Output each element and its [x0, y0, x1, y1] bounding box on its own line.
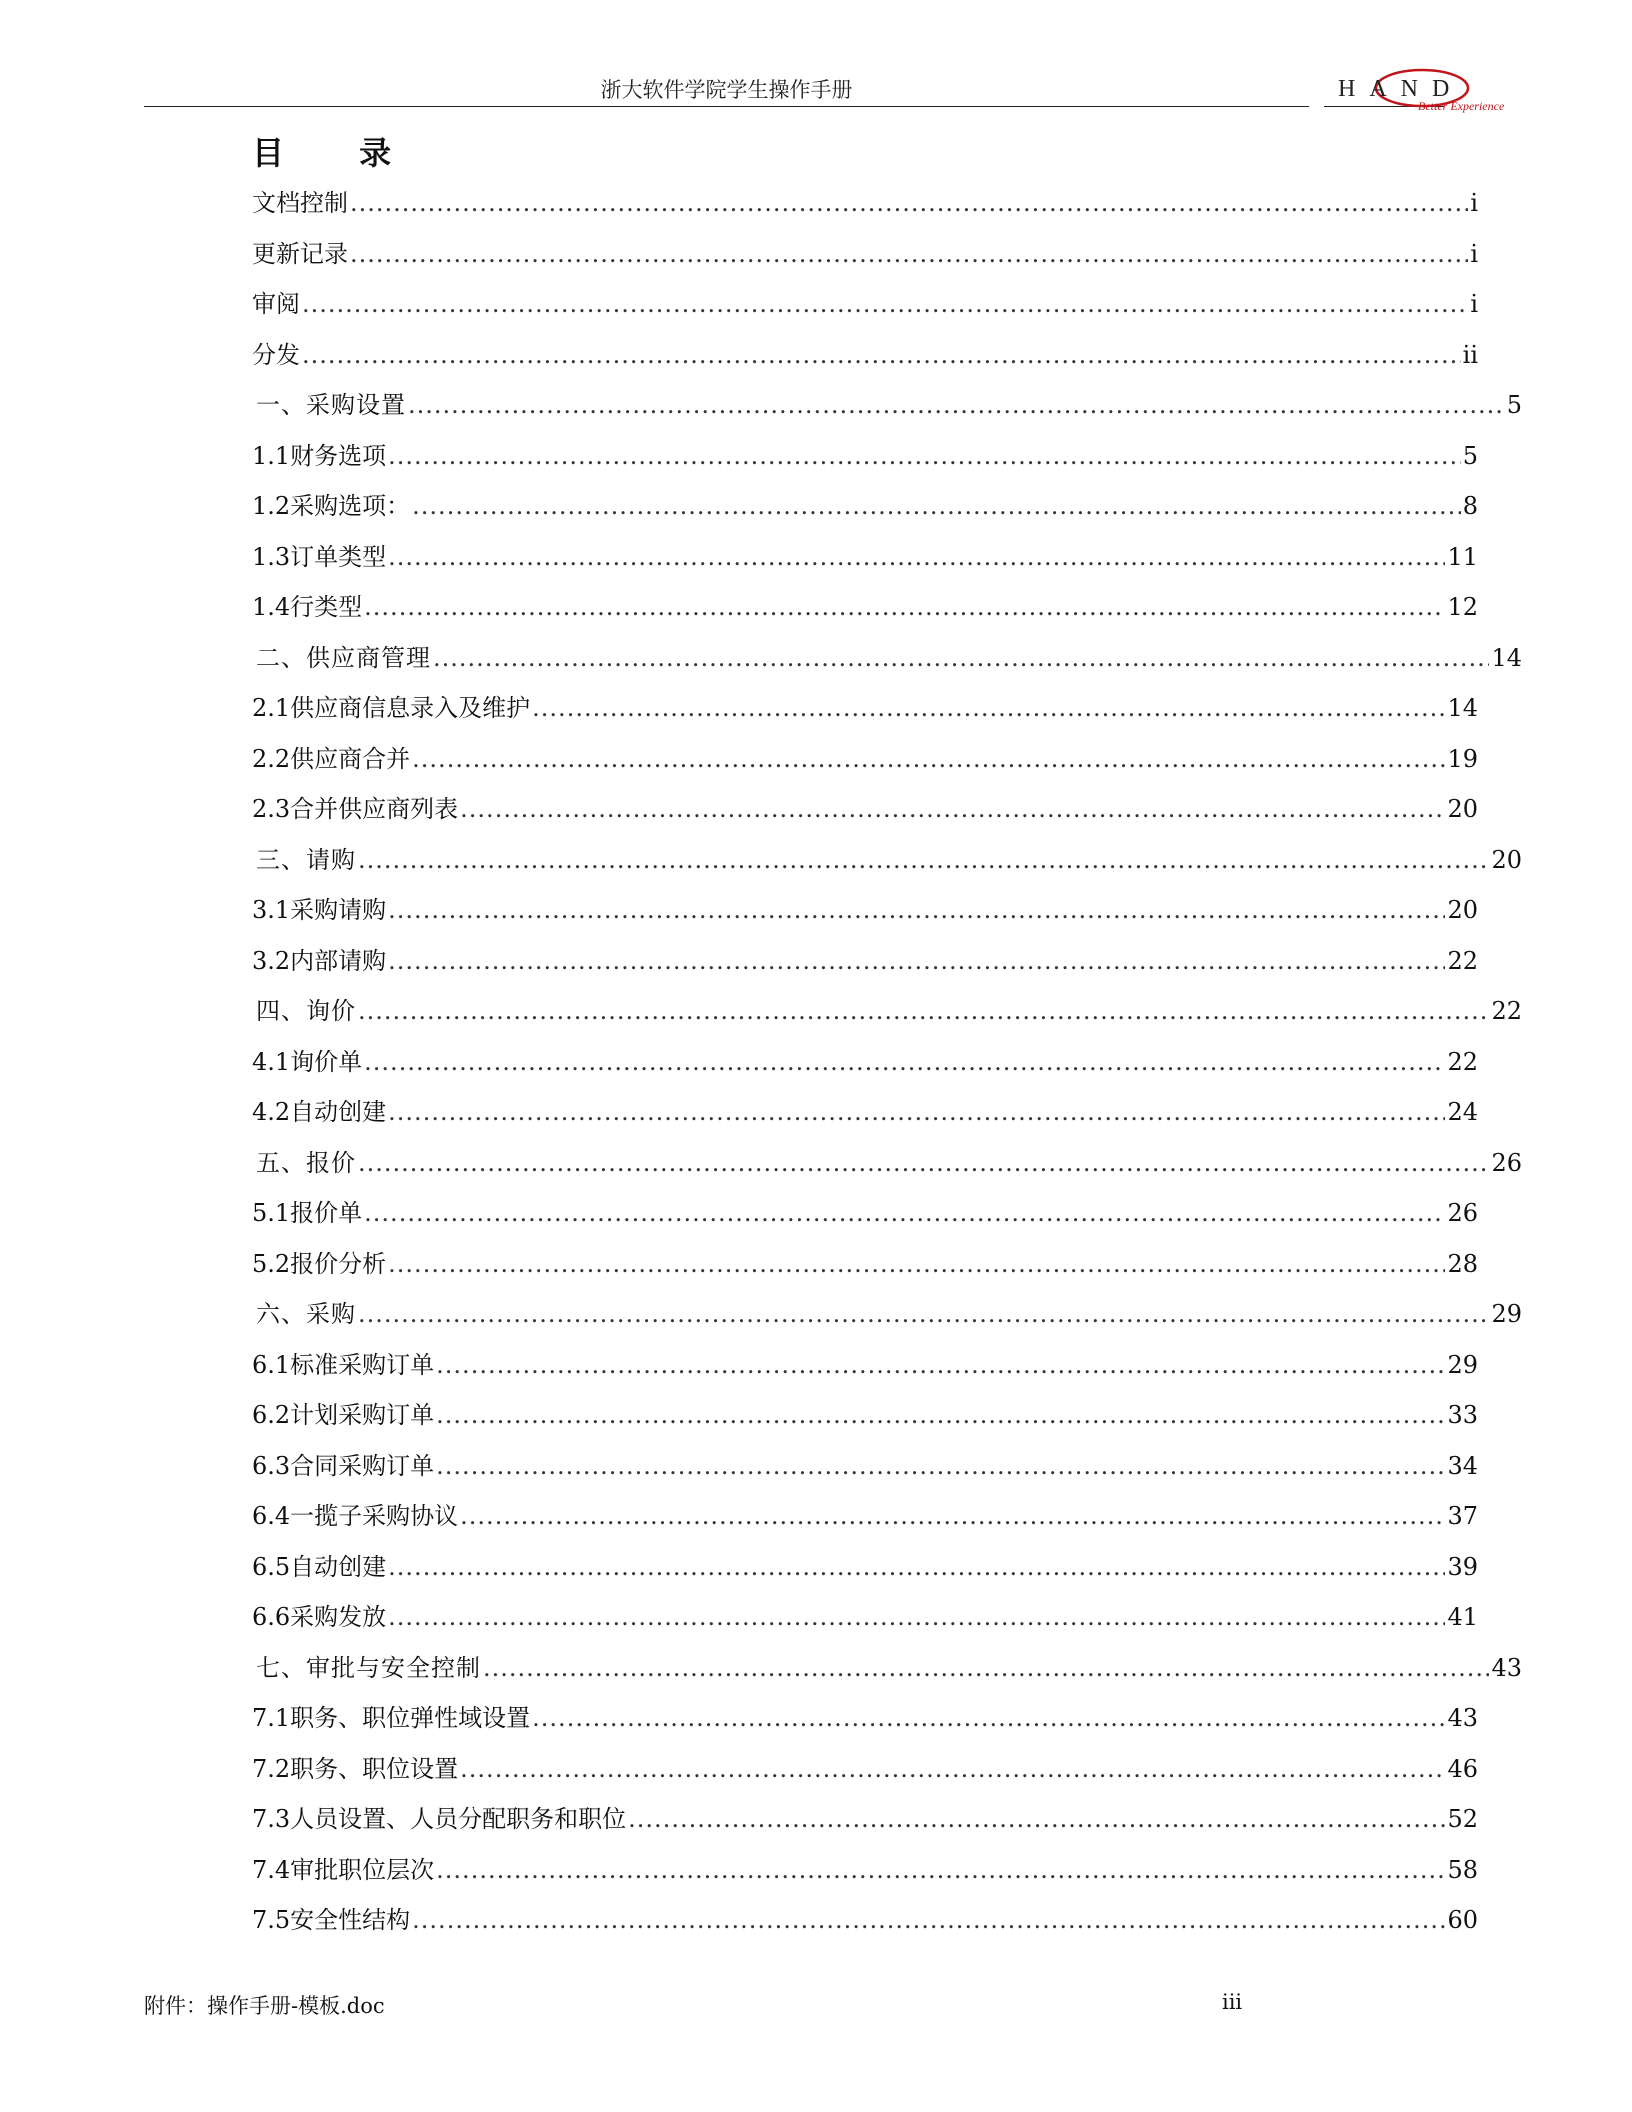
toc-entry-page: 20 [1447, 896, 1478, 924]
toc-section-entry[interactable] [252, 1498, 1478, 1534]
toc-entry-page: 22 [1491, 997, 1522, 1025]
hand-logo [1314, 60, 1534, 120]
toc-section-entry[interactable] [252, 1751, 1478, 1787]
toc-leader-dots [433, 640, 1489, 676]
toc-entry-label: 6.6采购发放 [252, 1603, 387, 1631]
toc-entry-label: 七、审批与安全控制 [256, 1653, 481, 1682]
toc-entry-page: 33 [1447, 1401, 1478, 1429]
toc-entry-page: 11 [1447, 542, 1478, 571]
toc-entry-label: 7.3人员设置、人员分配职务和职位 [252, 1805, 627, 1833]
toc-leader-dots [628, 1801, 1445, 1837]
toc-entry-page: 29 [1491, 1300, 1522, 1328]
toc-leader-dots [436, 1448, 1445, 1484]
toc-entry-page: 26 [1447, 1199, 1478, 1227]
toc-section-entry[interactable] [252, 1700, 1478, 1736]
toc-leader-dots [302, 286, 1468, 322]
toc-entry-label: 四、询价 [256, 997, 356, 1025]
toc-chapter-entry[interactable] [252, 842, 1522, 878]
toc-leader-dots [412, 741, 1445, 777]
toc-entry-page: 43 [1447, 1704, 1478, 1732]
toc-leader-dots [388, 892, 1445, 928]
toc-entry-label: 1.1财务选项 [252, 441, 387, 470]
toc-entry-page: 24 [1447, 1098, 1478, 1126]
toc-leader-dots [388, 1549, 1445, 1585]
toc-section-entry[interactable] [252, 539, 1478, 575]
toc-section-entry[interactable] [252, 589, 1478, 625]
toc-entry-page: 20 [1447, 795, 1478, 823]
toc-entry-label: 文档控制 [252, 189, 348, 217]
toc-chapter-entry[interactable] [252, 1145, 1522, 1181]
footer-page-number: iii [1222, 1990, 1243, 2014]
toc-entry-page: 5 [1462, 441, 1478, 470]
toc-section-entry[interactable] [252, 286, 1478, 322]
logo-wordmark: HAND [1338, 76, 1464, 102]
toc-section-entry[interactable] [252, 1044, 1478, 1080]
toc-entry-page: 22 [1447, 1047, 1478, 1076]
toc-section-entry[interactable] [252, 1902, 1478, 1938]
toc-entry-label: 7.4审批职位层次 [252, 1855, 435, 1884]
toc-section-entry[interactable] [252, 791, 1478, 827]
toc-section-entry[interactable] [252, 741, 1478, 777]
toc-entry-label: 6.1标准采购订单 [252, 1350, 435, 1379]
toc-section-entry[interactable] [252, 690, 1478, 726]
toc-entry-label: 1.3订单类型 [252, 542, 387, 571]
toc-section-entry[interactable] [252, 1549, 1478, 1585]
toc-entry-label: 分发 [252, 340, 300, 369]
toc-entry-label: 五、报价 [256, 1148, 356, 1177]
toc-entry-page: 28 [1447, 1249, 1478, 1278]
toc-leader-dots [436, 1852, 1445, 1888]
toc-entry-label: 4.2自动创建 [252, 1098, 387, 1126]
toc-entry-page: i [1470, 290, 1478, 318]
toc-leader-dots [388, 1246, 1445, 1282]
toc-leader-dots [350, 236, 1468, 272]
toc-leader-dots [358, 1145, 1489, 1181]
toc-leader-dots [364, 1195, 1445, 1231]
toc-entry-page: i [1470, 239, 1478, 268]
toc-leader-dots [388, 1599, 1445, 1635]
toc-section-entry[interactable] [252, 337, 1478, 373]
toc-chapter-entry[interactable] [252, 387, 1522, 423]
toc-entry-label: 一、采购设置 [256, 391, 406, 419]
toc-entry-label: 3.2内部请购 [252, 946, 387, 975]
toc-entry-page: i [1470, 189, 1478, 217]
toc-entry-label: 7.2职务、职位设置 [252, 1754, 459, 1783]
toc-entry-page: 58 [1447, 1855, 1478, 1884]
toc-section-entry[interactable] [252, 1246, 1478, 1282]
toc-entry-label: 6.3合同采购订单 [252, 1451, 435, 1480]
toc-leader-dots [460, 1751, 1445, 1787]
toc-entry-page: 14 [1447, 694, 1478, 722]
toc-leader-dots [358, 1296, 1489, 1332]
toc-leader-dots [350, 185, 1468, 221]
toc-entry-page: 22 [1447, 946, 1478, 975]
toc-entry-page: 26 [1491, 1148, 1522, 1177]
toc-entry-label: 2.3合并供应商列表 [252, 795, 459, 823]
toc-entry-page: 12 [1447, 593, 1478, 621]
toc-leader-dots [532, 690, 1445, 726]
toc-entry-label: 二、供应商管理 [256, 643, 431, 672]
toc-section-entry[interactable] [252, 1397, 1478, 1433]
toc-entry-page: 34 [1447, 1451, 1478, 1480]
toc-entry-page: 29 [1447, 1350, 1478, 1379]
logo-tagline: Better Experience [1418, 99, 1505, 113]
toc-leader-dots [302, 337, 1461, 373]
toc-section-entry[interactable] [252, 1448, 1478, 1484]
toc-section-entry[interactable] [252, 1852, 1478, 1888]
toc-entry-label: 2.1供应商信息录入及维护 [252, 694, 531, 722]
toc-section-entry[interactable] [252, 1094, 1478, 1130]
toc-entry-page: 37 [1447, 1502, 1478, 1530]
toc-entry-page: 39 [1447, 1552, 1478, 1581]
toc-entry-label: 5.1报价单 [252, 1199, 363, 1227]
toc-entry-label: 7.1职务、职位弹性域设置 [252, 1704, 531, 1732]
toc-chapter-entry[interactable] [252, 1650, 1522, 1686]
toc-title: 目 录 [252, 134, 424, 172]
toc-entry-page: 19 [1447, 744, 1478, 773]
toc-entry-page: 20 [1491, 845, 1522, 874]
toc-entry-page: 46 [1447, 1754, 1478, 1783]
toc-section-entry[interactable] [252, 892, 1478, 928]
toc-chapter-entry[interactable] [252, 993, 1522, 1029]
toc-leader-dots [388, 1094, 1445, 1130]
toc-leader-dots [408, 387, 1505, 423]
toc-entry-page: 52 [1447, 1805, 1478, 1833]
toc-entry-page: 5 [1506, 391, 1522, 419]
toc-chapter-entry[interactable] [252, 1296, 1522, 1332]
page-header [144, 60, 1534, 120]
toc-leader-dots [412, 1902, 1445, 1938]
toc-entry-page: 41 [1447, 1603, 1478, 1631]
toc-leader-dots [532, 1700, 1445, 1736]
toc-leader-dots [483, 1650, 1489, 1686]
toc-leader-dots [436, 1397, 1445, 1433]
toc-entry-label: 更新记录 [252, 239, 348, 268]
toc-entry-label: 2.2供应商合并 [252, 744, 411, 773]
toc-entry-label: 4.1询价单 [252, 1047, 363, 1076]
header-title: 浙大软件学院学生操作手册 [600, 78, 853, 102]
toc-leader-dots [388, 539, 1445, 575]
toc-section-entry[interactable] [252, 488, 1478, 524]
toc-section-entry[interactable] [252, 1347, 1478, 1383]
toc-leader-dots [412, 488, 1461, 524]
toc-section-entry[interactable] [252, 236, 1478, 272]
toc-entry-page: 8 [1462, 492, 1478, 520]
toc-entry-page: ii [1462, 340, 1478, 369]
header-rule [144, 106, 1309, 107]
toc-entry-label: 6.4一揽子采购协议 [252, 1502, 459, 1530]
toc-entry-label: 5.2报价分析 [252, 1249, 387, 1278]
toc-entry-page: 14 [1491, 643, 1522, 672]
toc-entry-label: 1.4行类型 [252, 593, 363, 621]
toc-section-entry[interactable] [252, 1801, 1478, 1837]
toc-section-entry[interactable] [252, 1195, 1478, 1231]
toc-leader-dots [358, 993, 1489, 1029]
toc-leader-dots [388, 438, 1461, 474]
toc-leader-dots [364, 589, 1445, 625]
toc-leader-dots [358, 842, 1489, 878]
footer-attachment: 附件：操作手册-模板.doc [144, 1994, 385, 2018]
toc-entry-label: 6.2计划采购订单 [252, 1401, 435, 1429]
toc-leader-dots [460, 791, 1445, 827]
toc-section-entry[interactable] [252, 1599, 1478, 1635]
toc-entry-label: 7.5安全性结构 [252, 1906, 411, 1934]
toc-entry-label: 三、请购 [256, 845, 356, 874]
toc-leader-dots [364, 1044, 1445, 1080]
toc-section-entry[interactable] [252, 185, 1478, 221]
toc-leader-dots [460, 1498, 1445, 1534]
toc-section-entry[interactable] [252, 438, 1478, 474]
toc-entry-label: 6.5自动创建 [252, 1552, 387, 1581]
toc-entry-label: 3.1采购请购 [252, 896, 387, 924]
toc-leader-dots [436, 1347, 1445, 1383]
toc-entry-label: 审阅 [252, 290, 300, 318]
toc-entry-label: 六、采购 [256, 1300, 356, 1328]
toc-chapter-entry[interactable] [252, 640, 1522, 676]
toc-entry-page: 43 [1491, 1653, 1522, 1682]
toc-leader-dots [388, 943, 1445, 979]
toc-entry-page: 60 [1447, 1906, 1478, 1934]
toc-entry-label: 1.2采购选项： [252, 492, 411, 520]
toc-section-entry[interactable] [252, 943, 1478, 979]
